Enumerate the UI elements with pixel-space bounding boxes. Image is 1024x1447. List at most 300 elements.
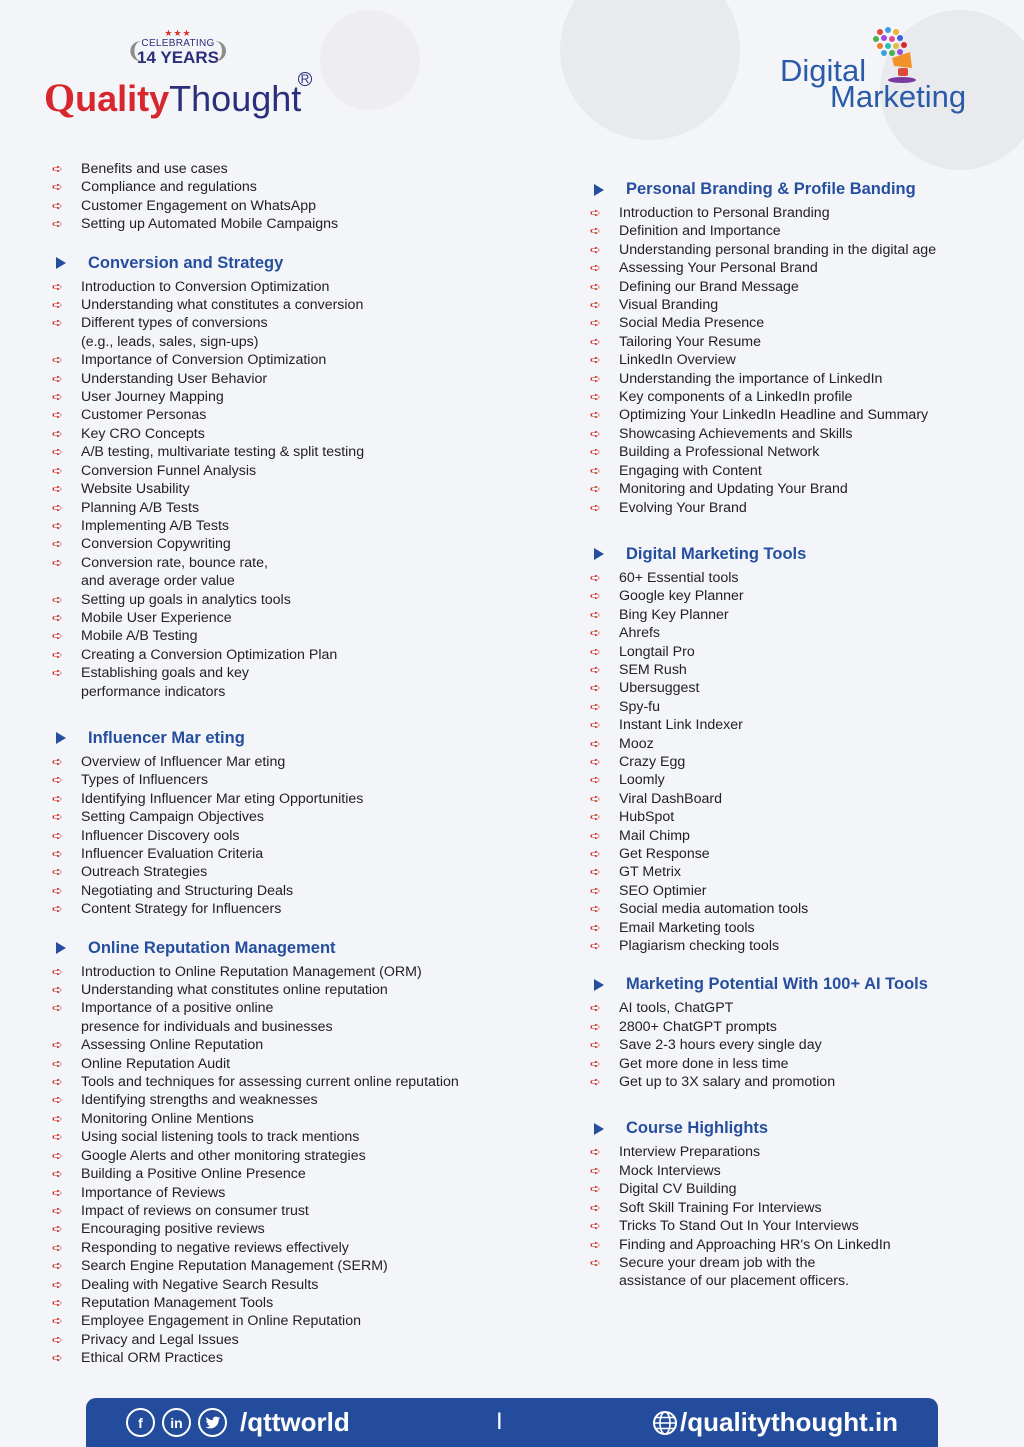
arrow-bullet-icon: ➪ [52,591,63,607]
list-item-text: Tricks To Stand Out In Your Interviews [619,1218,859,1235]
twitter-icon[interactable] [198,1408,227,1437]
arrow-bullet-icon: ➪ [590,717,601,733]
arrow-bullet-icon: ➪ [52,1258,63,1274]
arrow-bullet-icon: ➪ [590,444,601,460]
arrow-bullet-icon: ➪ [52,1110,63,1126]
footer-separator: I [496,1408,503,1435]
list-item [52,1055,532,1073]
arrow-bullet-icon: ➪ [590,901,601,917]
website-url[interactable]: /qualitythought.in [680,1407,899,1437]
list-item-text: Assessing Your Personal Brand [619,260,818,277]
list-item [590,370,1010,388]
list-item-text: Understanding what constitutes online reputation [81,982,388,999]
list-item-text: Showcasing Achievements and Skills [619,425,853,442]
list-item-text: Responding to negative reviews effectively [81,1239,349,1256]
list-item [590,241,1010,259]
arrow-bullet-icon: ➪ [590,407,601,423]
list-item-text: Impact of reviews on consumer trust [81,1202,309,1219]
arrow-bullet-icon: ➪ [52,161,63,176]
list-item [590,900,1010,918]
brand-thought: Thought [169,78,302,119]
list-item [590,222,1010,240]
list-item [52,388,532,406]
arrow-bullet-icon: ➪ [590,735,601,751]
quality-thought-logo [44,28,324,123]
arrow-bullet-icon: ➪ [590,499,601,515]
list-item [52,845,532,863]
list-item-text: Negotiating and Structuring Deals [81,882,294,899]
list-item [52,1018,532,1036]
arrow-bullet-icon: ➪ [52,517,63,533]
list-item [590,443,1010,461]
arrow-bullet-icon: ➪ [590,698,601,714]
list-item-text: Loomly [619,772,665,789]
list-item-text: Dealing with Negative Search Results [81,1276,319,1293]
arrow-bullet-icon: ➪ [52,1092,63,1108]
list-item [590,845,1010,863]
arrow-bullet-icon: ➪ [52,179,63,195]
arrow-bullet-icon: ➪ [590,809,601,825]
website-link[interactable] [652,1407,898,1438]
arrow-bullet-icon: ➪ [590,864,601,880]
list-item [52,314,532,332]
list-item-text: User Journey Mapping [81,389,224,406]
arrow-bullet-icon: ➪ [590,827,601,843]
arrow-bullet-icon: ➪ [52,462,63,478]
list-item [590,259,1010,277]
dm-digital-text: Digital [780,53,867,88]
list-item-text: Mail Chimp [619,827,690,844]
list-item-text: Ubersuggest [619,680,700,697]
list-item [52,1147,532,1165]
list-item-text: SEO Optimier [619,882,707,899]
list-item-text: Ahrefs [619,625,661,642]
brand-wordmark [44,75,302,120]
list-item [52,1036,532,1054]
arrow-bullet-icon: ➪ [590,588,601,604]
list-item-text: Definition and Importance [619,223,781,240]
list-item [590,296,1010,314]
list-item-text: LinkedIn Overview [619,352,736,369]
list-item-text: Understanding User Behavior [81,370,268,387]
section-list [590,204,1010,517]
arrow-bullet-icon: ➪ [52,1184,63,1200]
list-item-text: Identifying Influencer Mar eting Opportunities [81,790,364,807]
arrow-bullet-icon: ➪ [52,790,63,806]
course-section [590,1116,1010,1290]
list-item [52,499,532,517]
list-item [590,204,1010,222]
arrow-bullet-icon: ➪ [52,554,63,570]
section-list [590,1143,1010,1290]
list-item [590,1217,1010,1235]
list-item-text: Get up to 3X salary and promotion [619,1074,836,1091]
arrow-bullet-icon: ➪ [52,665,63,681]
list-item [590,587,1010,605]
arrow-bullet-icon: ➪ [52,827,63,843]
list-item-text: Plagiarism checking tools [619,938,780,955]
arrow-bullet-icon: ➪ [52,1331,63,1347]
list-item [52,627,532,645]
list-item [590,735,1010,753]
list-item-text: Evolving Your Brand [619,499,747,516]
list-item-text: Privacy and Legal Issues [81,1331,239,1348]
list-item-text: Spy-fu [619,698,661,715]
list-item-text: Get Response [619,846,710,862]
arrow-bullet-icon: ➪ [590,278,601,294]
list-item [52,197,532,215]
list-item [52,278,532,296]
list-item-text: Setting up goals in analytics tools [81,591,291,608]
list-item-text: Email Marketing tools [619,919,755,936]
list-item-text: Mobile A/B Testing [81,628,198,645]
list-item [590,278,1010,296]
section-title-text: Online Reputation Management [88,938,336,957]
list-item-text: Conversion Copywriting [81,536,231,553]
arrow-bullet-icon: ➪ [590,680,601,696]
list-item-text: Bing Key Planner [619,606,729,623]
list-item-text: Using social listening tools to track mentions [81,1129,360,1146]
list-item [52,351,532,369]
list-item [590,1018,1010,1036]
list-item [590,1143,1010,1161]
list-item-text: Get more done in less time [619,1055,789,1072]
arrow-bullet-icon: ➪ [590,606,601,622]
arrow-bullet-icon: ➪ [52,1276,63,1292]
arrow-bullet-icon: ➪ [590,1254,601,1270]
brand-q: Q [44,75,76,120]
list-item [590,661,1010,679]
list-item-text: Assessing Online Reputation [81,1037,264,1054]
triangle-bullet-icon [56,732,66,744]
list-item-text: Identifying strengths and weaknesses [81,1092,318,1109]
intro-list [52,160,532,234]
list-item-text: Different types of conversions [81,315,268,332]
list-item-text: Customer Engagement on WhatsApp [81,197,317,214]
list-item [52,1091,532,1109]
section-list [52,753,532,919]
list-item-text: Types of Influencers [81,772,208,789]
list-item [52,646,532,664]
list-item [52,808,532,826]
registered-mark: R [298,72,312,86]
list-item [52,1073,532,1091]
list-item-text: Mooz [619,735,654,752]
arrow-bullet-icon: ➪ [52,1074,63,1090]
social-links [126,1407,350,1438]
list-item [590,499,1010,517]
list-item-text: Mobile User Experience [81,609,232,626]
list-item [590,771,1010,789]
arrow-bullet-icon: ➪ [52,370,63,386]
badge-celebrating: CELEBRATING [141,38,215,49]
list-item-text: Key components of a LinkedIn profile [619,389,853,406]
arrow-bullet-icon: ➪ [590,352,601,368]
list-item-text: Tools and techniques for assessing current online reputation [81,1074,459,1091]
triangle-bullet-icon [56,257,66,269]
triangle-bullet-icon [594,979,604,991]
list-item [52,517,532,535]
list-item-text: Introduction to Online Reputation Management (ORM) [81,963,422,980]
section-title-text: Course Highlights [626,1119,769,1138]
arrow-bullet-icon: ➪ [52,1129,63,1145]
course-section [52,251,532,701]
arrow-bullet-icon: ➪ [590,1236,601,1252]
arrow-bullet-icon: ➪ [590,297,601,313]
list-item-text: Website Usability [81,481,190,498]
arrow-bullet-icon: ➪ [52,864,63,880]
list-item [590,1199,1010,1217]
list-item-text: Importance of Conversion Optimization [81,352,327,369]
arrow-bullet-icon: ➪ [590,223,601,239]
list-item-text: Defining our Brand Message [619,278,799,295]
list-item-text: presence for individuals and businesses [81,1018,333,1035]
globe-icon [652,1410,678,1436]
list-item [52,609,532,627]
list-item [52,1257,532,1275]
list-item-text: Encouraging positive reviews [81,1221,265,1238]
list-item-text: Influencer Evaluation Criteria [81,846,264,862]
footer-bar [86,1398,938,1447]
arrow-bullet-icon: ➪ [590,753,601,769]
list-item [590,698,1010,716]
list-item-text: Social media automation tools [619,901,809,918]
list-item-text: Visual Branding [619,297,719,314]
list-item [590,624,1010,642]
arrow-bullet-icon: ➪ [590,481,601,497]
list-item [52,178,532,196]
badge-years: 14 YEARS [137,48,219,67]
list-item-text: and average order value [81,573,235,590]
arrow-bullet-icon: ➪ [52,425,63,441]
list-item [52,1184,532,1202]
arrow-bullet-icon: ➪ [590,315,601,331]
list-item-text: Google Alerts and other monitoring strategies [81,1147,366,1164]
list-item-text: Benefits and use cases [81,161,228,177]
list-item [52,591,532,609]
list-item-text: Setting Campaign Objectives [81,809,264,826]
list-item-text: Building a Positive Online Presence [81,1166,306,1183]
list-item [590,333,1010,351]
dm-marketing-text: Marketing [830,79,967,114]
section-title-text: Conversion and Strategy [88,253,284,272]
list-item [590,606,1010,624]
section-title-text: Personal Branding & Profile Banding [626,180,916,198]
triangle-bullet-icon [594,1123,604,1135]
arrow-bullet-icon: ➪ [52,352,63,368]
celebrating-badge [126,28,230,72]
list-item [590,406,1010,424]
badge-stars: ★★★ [164,28,192,38]
list-item-text: Finding and Approaching HR's On LinkedIn [619,1236,891,1253]
section-title [590,542,1010,567]
arrow-bullet-icon: ➪ [52,444,63,460]
list-item [590,425,1010,443]
arrow-bullet-icon: ➪ [52,1294,63,1310]
list-item-text: Crazy Egg [619,753,686,770]
list-item [52,160,532,178]
arrow-bullet-icon: ➪ [590,938,601,954]
arrow-bullet-icon: ➪ [52,882,63,898]
list-item [52,443,532,461]
list-item-text: Social Media Presence [619,315,765,332]
list-item-text: Engaging with Content [619,462,762,479]
list-item [590,1073,1010,1091]
list-item-text: Employee Engagement in Online Reputation [81,1313,361,1330]
arrow-bullet-icon: ➪ [590,1199,601,1215]
arrow-bullet-icon: ➪ [52,278,63,294]
list-item-text: Customer Personas [81,407,207,424]
list-item-text: Influencer Discovery ools [81,827,240,844]
list-item [52,1276,532,1294]
arrow-bullet-icon: ➪ [590,205,601,220]
list-item [52,664,532,682]
list-item [52,827,532,845]
laurel-right-icon: ❩ [211,38,230,63]
course-section [590,177,1010,517]
list-item-text: Secure your dream job with the [619,1254,816,1271]
list-item-text: Online Reputation Audit [81,1055,231,1072]
arrow-bullet-icon: ➪ [590,643,601,659]
list-item [590,1236,1010,1254]
list-item-text: Introduction to Personal Branding [619,205,830,221]
arrow-bullet-icon: ➪ [52,1221,63,1237]
list-item [52,1239,532,1257]
list-item [590,1055,1010,1073]
arrow-bullet-icon: ➪ [52,1202,63,1218]
list-item [52,753,532,771]
arrow-bullet-icon: ➪ [590,1055,601,1071]
list-item [52,1349,532,1367]
arrow-bullet-icon: ➪ [52,772,63,788]
list-item-text: Content Strategy for Influencers [81,901,282,918]
list-item [52,790,532,808]
arrow-bullet-icon: ➪ [590,1074,601,1090]
list-item-text: Compliance and regulations [81,179,257,196]
list-item [52,771,532,789]
arrow-bullet-icon: ➪ [590,625,601,641]
list-item [52,425,532,443]
arrow-bullet-icon: ➪ [52,1055,63,1071]
list-item [590,808,1010,826]
arrow-bullet-icon: ➪ [590,389,601,405]
list-item-text: Planning A/B Tests [81,499,200,516]
section-title-text: Digital Marketing Tools [626,544,807,563]
list-item [590,827,1010,845]
arrow-bullet-icon: ➪ [590,1162,601,1178]
arrow-bullet-icon: ➪ [52,297,63,313]
list-item-text: Ethical ORM Practices [81,1350,223,1367]
list-item-text: Understanding the importance of LinkedIn [619,370,883,387]
list-item [590,462,1010,480]
list-item [52,1110,532,1128]
section-list [590,569,1010,956]
linkedin-icon[interactable]: in [162,1408,191,1437]
list-item-text: Setting up Automated Mobile Campaigns [81,216,339,233]
list-item [52,981,532,999]
list-item-text: Understanding personal branding in the digital age [619,241,937,258]
digital-marketing-logo [780,24,990,124]
list-item [590,351,1010,369]
arrow-bullet-icon: ➪ [52,1166,63,1182]
course-section [590,972,1010,1091]
list-item [590,753,1010,771]
list-item-text: Mock Interviews [619,1162,721,1179]
list-item-text: Establishing goals and key [81,665,249,682]
arrow-bullet-icon: ➪ [52,646,63,662]
list-item [52,1165,532,1183]
list-item-text: 60+ Essential tools [619,569,739,586]
section-title [52,936,532,961]
list-item-text: Importance of a positive online [81,1000,274,1017]
list-item-text: Longtail Pro [619,643,695,660]
arrow-bullet-icon: ➪ [590,1218,601,1234]
list-item-text: Key CRO Concepts [81,425,205,442]
list-item-text: Understanding what constitutes a conversion [81,297,364,314]
list-item [52,462,532,480]
list-item [590,1254,1010,1272]
list-item [52,572,532,590]
list-item [52,1128,532,1146]
list-item-text: Reputation Management Tools [81,1294,274,1311]
list-item [590,569,1010,587]
list-item-text: Search Engine Reputation Management (SERM) [81,1258,388,1275]
list-item [52,1331,532,1349]
list-item-text: Tailoring Your Resume [619,333,761,350]
arrow-bullet-icon: ➪ [590,569,601,585]
arrow-bullet-icon: ➪ [52,1037,63,1053]
list-item [590,937,1010,955]
list-item [52,963,532,981]
arrow-bullet-icon: ➪ [590,462,601,478]
arrow-bullet-icon: ➪ [590,370,601,386]
list-item [590,679,1010,697]
triangle-bullet-icon [594,548,604,560]
bg-circle [320,10,420,110]
list-item-text: A/B testing, multivariate testing & split testing [81,444,365,461]
list-item [590,863,1010,881]
list-item [590,919,1010,937]
arrow-bullet-icon: ➪ [52,1000,63,1016]
arrow-bullet-icon: ➪ [590,772,601,788]
arrow-bullet-icon: ➪ [52,389,63,405]
list-item [590,1162,1010,1180]
list-item [52,296,532,314]
list-item-text: Monitoring and Updating Your Brand [619,481,848,498]
laurel-left-icon: ❨ [126,38,145,63]
facebook-icon[interactable]: f [126,1408,155,1437]
list-item-text: performance indicators [81,683,226,700]
list-item-text: SEM Rush [619,661,687,678]
list-item [52,900,532,918]
list-item-text: Save 2-3 hours every single day [619,1037,822,1054]
social-handle[interactable]: /qttworld [240,1407,350,1437]
arrow-bullet-icon: ➪ [52,609,63,625]
arrow-bullet-icon: ➪ [52,1239,63,1255]
arrow-bullet-icon: ➪ [52,963,63,979]
arrow-bullet-icon: ➪ [52,628,63,644]
arrow-bullet-icon: ➪ [590,1037,601,1053]
arrow-bullet-icon: ➪ [590,1000,601,1016]
list-item [590,882,1010,900]
arrow-bullet-icon: ➪ [52,499,63,515]
bg-circle [560,0,740,140]
list-item [590,388,1010,406]
arrow-bullet-icon: ➪ [590,1018,601,1034]
arrow-bullet-icon: ➪ [52,407,63,423]
list-item-text: assistance of our placement officers. [619,1273,850,1290]
list-item [590,790,1010,808]
